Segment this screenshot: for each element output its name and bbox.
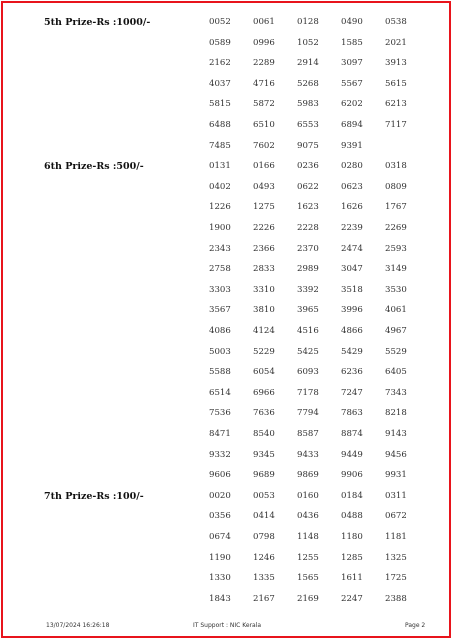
result-row [0,223,452,237]
ticket-number: 2758 [209,264,231,275]
ticket-number: 9075 [297,140,319,151]
ticket-number: 5268 [297,78,319,89]
ticket-number: 6213 [385,99,407,110]
result-row [0,367,452,381]
ticket-number: 0589 [209,37,231,48]
result-row [0,347,452,361]
ticket-number: 0356 [209,511,231,522]
ticket-number: 4866 [341,326,363,336]
ticket-number: 0672 [385,511,407,522]
ticket-number: 8587 [297,429,319,439]
ticket-number: 0623 [341,181,363,192]
ticket-number: 1285 [341,552,363,563]
ticket-number: 3149 [385,264,407,275]
ticket-number: 3047 [341,264,363,275]
ticket-number: 0809 [385,181,407,192]
ticket-number: 3567 [209,305,231,316]
ticket-number: 1275 [253,202,275,213]
ticket-number: 7794 [297,408,319,419]
ticket-number: 9433 [297,449,319,460]
ticket-number: 6514 [209,387,231,398]
ticket-number: 6236 [341,367,363,378]
ticket-number: 7636 [253,408,275,419]
ticket-number: 7863 [341,408,363,419]
ticket-number: 8471 [209,429,231,439]
ticket-number: 1843 [209,593,231,604]
ticket-number: 7602 [253,140,275,151]
ticket-number: 2239 [341,223,363,233]
ticket-number: 0798 [253,532,275,542]
ticket-number: 6966 [253,387,275,398]
prize-label: 6th Prize-Rs :500/- [44,161,144,173]
ticket-number: 2370 [297,243,319,254]
ticket-number: 0053 [253,490,275,501]
ticket-number: 6202 [341,99,363,110]
ticket-number: 5429 [341,346,363,357]
ticket-number: 0160 [297,490,319,501]
result-row [0,99,452,113]
ticket-number: 6894 [341,120,363,130]
ticket-number: 1181 [385,532,407,542]
ticket-number: 2914 [297,58,319,69]
result-row [0,429,452,443]
result-row [0,17,452,31]
result-row [0,450,452,464]
ticket-number: 3810 [253,305,275,316]
ticket-number: 8218 [385,408,407,419]
ticket-number: 2169 [297,593,319,604]
ticket-number: 2366 [253,243,275,254]
ticket-number: 9345 [253,449,275,460]
prize-label: 5th Prize-Rs :1000/- [44,17,151,28]
ticket-number: 3518 [341,284,363,295]
result-row [0,511,452,525]
ticket-number: 0020 [209,490,231,501]
result-row [0,244,452,258]
ticket-number: 6405 [385,367,407,378]
ticket-number: 2989 [297,264,319,275]
result-row [0,388,452,402]
ticket-number: 5529 [385,346,407,357]
ticket-number: 1246 [253,552,275,563]
ticket-number: 6553 [297,120,319,130]
ticket-number: 9391 [341,140,363,151]
ticket-number: 0052 [209,17,231,27]
result-row [0,79,452,93]
result-row [0,120,452,134]
ticket-number: 7485 [209,140,231,151]
ticket-number: 1255 [297,552,319,563]
ticket-number: 7247 [341,387,363,398]
ticket-number: 5229 [253,346,275,357]
ticket-number: 4037 [209,78,231,89]
ticket-number: 0996 [253,37,275,48]
ticket-number: 2289 [253,58,275,69]
ticket-number: 1623 [297,202,319,213]
ticket-number: 1325 [385,552,407,563]
ticket-number: 4716 [253,78,275,89]
ticket-number: 1900 [209,223,231,233]
ticket-number: 9906 [341,470,363,481]
ticket-number: 2247 [341,593,363,604]
ticket-number: 0318 [385,161,407,172]
ticket-number: 6488 [209,120,231,130]
result-row [0,470,452,484]
ticket-number: 3303 [209,284,231,295]
footer-timestamp: 13/07/2024 16:26:18 [46,622,110,629]
result-row [0,326,452,340]
ticket-number: 1611 [341,573,363,584]
ticket-number: 5983 [297,99,319,110]
ticket-number: 5588 [209,367,231,378]
ticket-number: 6054 [253,367,275,378]
ticket-number: 3530 [385,284,407,295]
ticket-number: 0311 [385,490,407,501]
ticket-number: 9449 [341,449,363,460]
ticket-number: 1330 [209,573,231,584]
ticket-number: 1767 [385,202,407,213]
ticket-number: 1626 [341,202,363,213]
result-row [0,182,452,196]
ticket-number: 9456 [385,449,407,460]
ticket-number: 9143 [385,429,407,439]
ticket-number: 4086 [209,326,231,336]
ticket-number: 9332 [209,449,231,460]
ticket-number: 9869 [297,470,319,481]
ticket-number: 2593 [385,243,407,254]
ticket-number: 1585 [341,37,363,48]
ticket-number: 0622 [297,181,319,192]
ticket-number: 2474 [341,243,363,254]
ticket-number: 5815 [209,99,231,110]
ticket-number: 1335 [253,573,275,584]
result-row [0,285,452,299]
ticket-number: 8540 [253,429,275,439]
ticket-number: 3965 [297,305,319,316]
ticket-number: 3310 [253,284,275,295]
ticket-number: 3097 [341,58,363,69]
result-row [0,264,452,278]
ticket-number: 4516 [297,326,319,336]
ticket-number: 2343 [209,243,231,254]
ticket-number: 0488 [341,511,363,522]
result-row [0,38,452,52]
ticket-number: 0538 [385,17,407,27]
ticket-number: 5003 [209,346,231,357]
ticket-number: 4061 [385,305,407,316]
result-row [0,553,452,567]
prize-label: 7th Prize-Rs :100/- [44,490,144,502]
ticket-number: 5872 [253,99,275,110]
ticket-number: 8874 [341,429,363,439]
ticket-number: 4124 [253,326,275,336]
ticket-number: 9931 [385,470,407,481]
ticket-number: 7117 [385,120,407,130]
ticket-number: 3996 [341,305,363,316]
ticket-number: 2228 [297,223,319,233]
ticket-number: 2833 [253,264,275,275]
result-row [0,202,452,216]
ticket-number: 0490 [341,17,363,27]
ticket-number: 0414 [253,511,275,522]
ticket-number: 0128 [297,17,319,27]
ticket-number: 0236 [297,161,319,172]
ticket-number: 0493 [253,181,275,192]
ticket-number: 9689 [253,470,275,481]
footer-page-number: Page 2 [405,622,426,629]
ticket-number: 6093 [297,367,319,378]
result-row [0,532,452,546]
ticket-number: 2269 [385,223,407,233]
result-row [0,141,452,155]
ticket-number: 3913 [385,58,407,69]
ticket-number: 0131 [209,161,231,172]
ticket-number: 1190 [209,552,231,563]
result-row [0,161,452,175]
ticket-number: 9606 [209,470,231,481]
ticket-number: 1565 [297,573,319,584]
ticket-number: 1180 [341,532,363,542]
ticket-number: 2162 [209,58,231,69]
result-row [0,305,452,319]
ticket-number: 2388 [385,593,407,604]
ticket-number: 7178 [297,387,319,398]
ticket-number: 1725 [385,573,407,584]
result-row [0,58,452,72]
ticket-number: 3392 [297,284,319,295]
result-row [0,573,452,587]
ticket-number: 0280 [341,161,363,172]
ticket-number: 0674 [209,532,231,542]
ticket-number: 5567 [341,78,363,89]
ticket-number: 2021 [385,37,407,48]
ticket-number: 1148 [297,532,319,542]
ticket-number: 1226 [209,202,231,213]
ticket-number: 2167 [253,593,275,604]
ticket-number: 5615 [385,78,407,89]
ticket-number: 7343 [385,387,407,398]
ticket-number: 1052 [297,37,319,48]
result-row [0,594,452,608]
ticket-number: 2226 [253,223,275,233]
footer-support: IT Support : NIC Kerala [193,622,262,629]
ticket-number: 6510 [253,120,275,130]
result-row [0,491,452,505]
result-row [0,408,452,422]
ticket-number: 5425 [297,346,319,357]
ticket-number: 0184 [341,490,363,501]
ticket-number: 0166 [253,161,275,172]
ticket-number: 0061 [253,17,275,27]
ticket-number: 7536 [209,408,231,419]
ticket-number: 0436 [297,511,319,522]
ticket-number: 4967 [385,326,407,336]
ticket-number: 0402 [209,181,231,192]
